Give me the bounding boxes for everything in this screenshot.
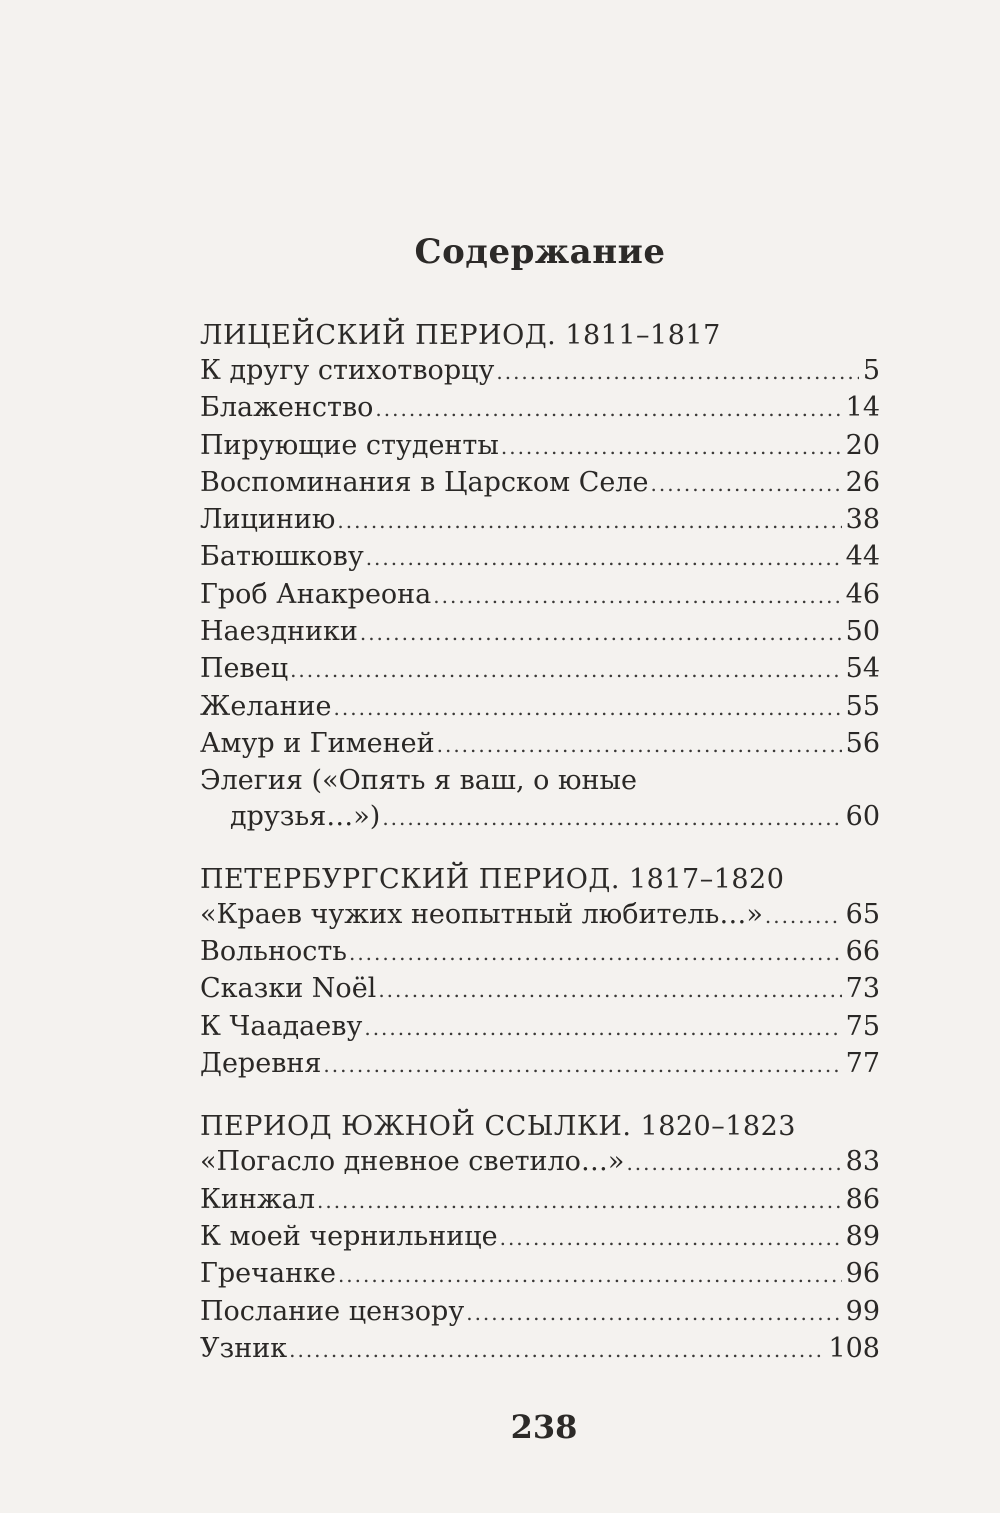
toc-entry (200, 971, 880, 1008)
entry-page: 108 (828, 1332, 880, 1364)
page-title: Содержание (414, 232, 666, 272)
entry-page: 26 (845, 466, 880, 498)
toc-entry (200, 428, 880, 465)
entry-page: 46 (845, 578, 880, 610)
toc-entry (200, 1331, 880, 1368)
table-of-contents (200, 318, 880, 1394)
dot-leader (765, 899, 842, 934)
entry-page: 5 (862, 355, 880, 386)
dot-leader (466, 1296, 841, 1331)
entry-page: 86 (845, 1183, 880, 1215)
dot-leader (317, 1184, 842, 1219)
entry-title: К Чаадаеву (200, 1010, 363, 1042)
entry-title: К моей чернильнице (200, 1220, 498, 1252)
entry-title: Блаженство (200, 392, 374, 424)
section-heading: ПЕТЕРБУРГСКИЙ ПЕРИОД. 1817–1820 (200, 863, 785, 895)
entry-title: Послание цензору (200, 1295, 465, 1327)
entry-page: 20 (845, 429, 880, 461)
toc-entry (200, 651, 880, 688)
toc-entry (200, 1294, 880, 1331)
toc-section-southern-exile (200, 1109, 880, 1368)
entry-page: 14 (845, 392, 880, 424)
toc-entry (200, 1046, 880, 1083)
entry-title: «Краев чужих неопытный любитель…» (200, 898, 763, 930)
dot-leader (378, 973, 841, 1008)
entry-title: К другу стихотворцу (200, 355, 495, 386)
dot-leader (366, 541, 842, 576)
dot-leader (323, 1048, 841, 1083)
dot-leader (433, 579, 841, 614)
dot-leader (290, 653, 842, 688)
entry-page: 54 (845, 653, 880, 685)
entry-page: 65 (845, 898, 880, 930)
section-heading: ПЕРИОД ЮЖНОЙ ССЫЛКИ. 1820–1823 (200, 1111, 796, 1143)
toc-section-petersburg (200, 862, 880, 1083)
entry-page: 73 (845, 973, 880, 1005)
entry-title-line-2: друзья…») (230, 800, 381, 832)
entry-title: Воспоминания в Царском Селе (200, 466, 649, 498)
entry-page: 44 (845, 541, 880, 573)
entry-page: 55 (845, 690, 880, 722)
dot-leader (364, 1011, 841, 1046)
entry-title: Узник (200, 1332, 288, 1364)
entry-title: Деревня (200, 1048, 322, 1080)
page-number: 238 (510, 1408, 578, 1446)
entry-title: Амур и Гименей (200, 727, 435, 759)
entry-title: Певец (200, 653, 289, 685)
entry-title: Сказки Noël (200, 973, 377, 1005)
toc-entry (200, 934, 880, 971)
toc-entry (200, 539, 880, 576)
dot-leader (650, 467, 841, 502)
toc-entry (200, 689, 880, 726)
toc-entry (200, 1219, 880, 1256)
dot-leader (382, 801, 841, 836)
toc-entry (200, 1256, 880, 1293)
toc-entry (200, 1144, 880, 1181)
toc-section-lyceum (200, 318, 880, 836)
dot-leader (360, 616, 842, 651)
entry-page: 60 (845, 800, 880, 832)
entry-page: 66 (845, 936, 880, 968)
entry-title: «Погасло дневное светило…» (200, 1146, 625, 1178)
dot-leader (375, 392, 841, 427)
section-heading: ЛИЦЕЙСКИЙ ПЕРИОД. 1811–1817 (200, 320, 721, 351)
entry-page: 50 (845, 616, 880, 648)
toc-entry (200, 897, 880, 934)
entry-title: Желание (200, 690, 332, 722)
entry-page: 83 (845, 1146, 880, 1178)
dot-leader (496, 355, 858, 390)
entry-page: 99 (845, 1295, 880, 1327)
entry-page: 56 (845, 727, 880, 759)
toc-entry-multiline (200, 763, 880, 836)
entry-page: 96 (845, 1258, 880, 1290)
dot-leader (337, 504, 841, 539)
toc-entry (200, 799, 880, 836)
entry-title: Вольность (200, 936, 347, 968)
toc-entry (200, 1009, 880, 1046)
entry-title: Наездники (200, 616, 358, 648)
toc-entry (200, 502, 880, 539)
entry-page: 89 (845, 1220, 880, 1252)
toc-entry (200, 577, 880, 614)
entry-page: 38 (845, 504, 880, 536)
dot-leader (349, 936, 842, 971)
toc-entry (200, 390, 880, 427)
dot-leader (289, 1333, 824, 1368)
entry-page: 77 (845, 1048, 880, 1080)
dot-leader (501, 430, 842, 465)
dot-leader (437, 728, 842, 763)
entry-title: Кинжал (200, 1183, 315, 1215)
dot-leader (338, 1258, 842, 1293)
dot-leader (334, 691, 842, 726)
entry-title: Лицинию (200, 504, 336, 536)
toc-entry (200, 614, 880, 651)
toc-entry (200, 465, 880, 502)
entry-page: 75 (845, 1010, 880, 1042)
dot-leader (500, 1221, 842, 1256)
toc-entry (200, 353, 880, 390)
entry-title: Батюшкову (200, 541, 364, 573)
dot-leader (626, 1146, 841, 1181)
entry-title: Гречанке (200, 1258, 336, 1290)
toc-entry (200, 1182, 880, 1219)
entry-title: Пирующие студенты (200, 429, 499, 461)
entry-title: Гроб Анакреона (200, 578, 432, 610)
toc-entry (200, 726, 880, 763)
entry-title-line-1: Элегия («Опять я ваш, о юные (200, 765, 637, 797)
